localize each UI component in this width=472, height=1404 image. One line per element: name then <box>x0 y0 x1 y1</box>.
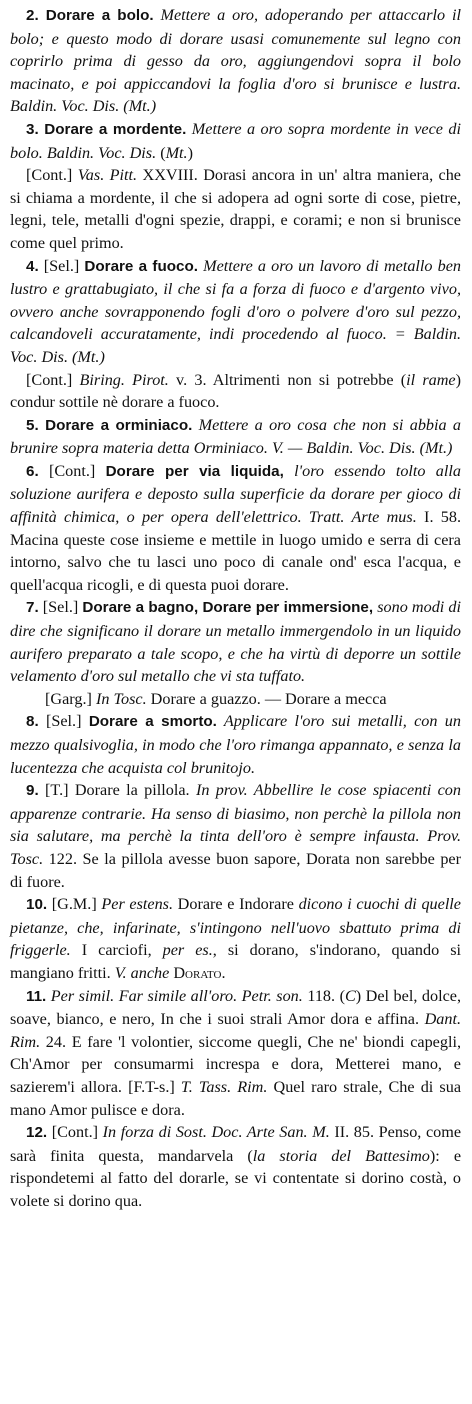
entry-heading: 12. <box>26 1124 48 1142</box>
entry-text: ( <box>156 143 166 162</box>
entry-text: ) condur sottile nè dorare a fuoco. <box>10 370 462 412</box>
entry-heading: 5. Dorare a orminiaco. <box>26 416 193 434</box>
italic-text: Mettere a oro cosa che non si abbia a brunire sopra materia detta Orminiaco. V. — Baldin. Voc. Dis. (Mt.) <box>10 415 461 458</box>
dictionary-entry <box>10 688 461 711</box>
italic-text: Mettere a oro sopra mordente in vece di bolo. Baldin. Voc. Dis. <box>10 119 461 162</box>
italic-text: l'oro essendo tolto alla soluzione aurifera e deposto sulla superficie da dorare per gioco di affinità chimica, o per opera dell'elettrico. Tratt. Arte mus. <box>10 461 461 527</box>
entry-heading: Dorare a fuoco. <box>84 257 198 275</box>
entry-text: 118. ( <box>302 986 345 1005</box>
entry-text: Dorare e Indorare <box>173 895 299 914</box>
entry-text: [Cont.] <box>26 166 78 185</box>
entry-heading: 3. Dorare a mordente. <box>26 120 187 138</box>
entry-text: [Cont.] <box>26 370 80 389</box>
italic-text: In Tosc. <box>95 689 147 708</box>
entry-text: 24. E fare 'l volontier, siccome quegli, Che ne' biondi capegli, Ch'Amor per consumarmi increspa e dora, Metterei mano, e sazierem'i allora. [F.T-s.] <box>10 1032 461 1096</box>
entry-heading: 9. <box>26 782 39 800</box>
entry-text: Quel raro strale, Che di sua mano Amor pulisce e dora. <box>10 1077 462 1119</box>
entry-heading: 2. Dorare a bolo. <box>26 7 154 24</box>
dictionary-entry <box>10 414 461 460</box>
dictionary-entry <box>10 1121 461 1212</box>
entry-text: I carciofi, <box>70 941 163 960</box>
italic-text: per es. <box>162 941 213 960</box>
entry-text: [T.] Dorare la pillola. <box>38 781 196 800</box>
italic-text: Dant. Rim. <box>10 1010 461 1051</box>
entry-text: I. 58. Macina queste cose insieme e mettile in luogo umido e serra di cera intorno, salvo che tu lasci uno poco di canale ond' esca l'acqua, e quell'acqua ricogli, e di questa puoi dorare. <box>10 508 462 594</box>
italic-text: Mettere a oro, adoperando per attaccarlo il bolo; e questo modo di dorare usasi comunemente sul legno con coprirlo prima di gesso da oro, aggiungendovi sopra il bolo macinato, e poi appiccandovi la foglia d'oro si brunisce e lustra. Baldin. Voc. Dis. (Mt.) <box>10 6 461 116</box>
italic-text: sono modi di dire che significano il dorare un metallo immergendolo in un liquido aurifero preparato a tale scopo, e che ha virtù di deporre un sottile velamento d'oro sul metallo che vi sta tuffato. <box>10 598 461 686</box>
entry-text: v. 3. Altrimenti non si potrebbe ( <box>168 370 407 389</box>
entry-text: ) <box>187 143 193 162</box>
entry-text: [G.M.] <box>47 895 102 914</box>
dictionary-entry <box>10 893 461 984</box>
italic-text: Vas. Pitt. <box>77 166 138 185</box>
entry-heading: 11. <box>26 987 47 1005</box>
dictionary-entry <box>10 118 461 164</box>
entry-text: [Sel.] <box>38 712 89 731</box>
italic-text: Mt. <box>165 143 188 162</box>
entry-text: [Garg.] <box>45 689 96 708</box>
entry-text: ) Del bel, dolce, soave, bianco, e nero, In che i suoi strali Amor dora e affina. <box>10 986 461 1029</box>
italic-text: In forza di Sost. Doc. Arte San. M. <box>102 1123 330 1142</box>
italic-text: Mettere a oro un lavoro di metallo ben lustro e grattabugiato, il che si fa a forza di fuoco e d'argento vivo, ovvero anche sovrapponendo fogli d'oro o polvere d'oro sul pezzo, calcandoveli accuratamente, indi procedendo al fuoco. = Baldin. Voc. Dis. (Mt.) <box>10 256 461 366</box>
italic-text: dicono i cuochi di quelle pietanze, che, infarinate, s'intingono nell'uovo sbattuto prima di friggerle. <box>10 895 461 960</box>
entry-heading: 10. <box>26 896 48 914</box>
entry-heading: Dorare a smorto. <box>88 713 217 731</box>
entry-text: 122. Se la pillola avesse buon sapore, Dorata non sarebbe per di fuore. <box>10 849 461 891</box>
entry-heading: 8. <box>26 713 39 731</box>
entry-text: . <box>221 963 226 982</box>
italic-text: Applicare l'oro sui metalli, con un mezzo qualsivoglia, in modo che l'oro rimanga appannato, e senza la lucentezza che acquista col brunitojo. <box>10 712 461 777</box>
italic-text: T. Tass. Rim. <box>180 1077 268 1096</box>
entry-text: Dorare a guazzo. — Dorare a mecca <box>146 689 387 708</box>
italic-text: Per simil. Far simile all'oro. Petr. son. <box>46 986 303 1005</box>
entry-text: [Cont.] <box>38 461 106 480</box>
dictionary-entry <box>10 596 461 687</box>
entry-text: [Sel.] <box>38 256 85 275</box>
italic-text: C <box>344 986 356 1005</box>
entry-heading: Dorare a bagno, Dorare per immersione, <box>82 599 374 617</box>
dictionary-entry <box>10 779 461 893</box>
entry-text: , si dorano, s'indorano, quando si mangiano fritti. <box>10 941 461 982</box>
dictionary-entry <box>10 164 461 254</box>
entry-heading: 7. <box>26 599 39 617</box>
entry-text: [Cont.] <box>47 1123 103 1142</box>
entry-heading: 6. <box>26 462 39 480</box>
entry-text: Dorato <box>173 963 222 982</box>
entry-text: ): e rispondetemi al fatto del dorarle, se vi contentate si dorino costà, o volete si dorino qua. <box>10 1146 462 1210</box>
italic-text: V. anche <box>114 963 170 982</box>
entry-heading: Dorare per via liquida, <box>105 462 284 480</box>
italic-text: la storia del Battesimo <box>252 1146 430 1165</box>
dictionary-entry <box>10 255 461 369</box>
entry-text: II. 85. Penso, come sarà finita questa, mandarvela ( <box>10 1123 462 1165</box>
dictionary-entry <box>10 369 461 414</box>
italic-text: Per estens. <box>101 895 174 914</box>
entry-text: XXVIII. Dorasi ancora in un' altra maniera, che si chiama a mordente, il che si adopera ad ogni sorte di cose, pietre, legni, tele, metalli d'ogni spezie, drappi, e corami; e non si brunisce come quel primo. <box>10 166 461 252</box>
dictionary-entry <box>10 985 461 1122</box>
italic-text: Biring. Pirot. <box>79 370 169 389</box>
dictionary-entry <box>10 460 461 597</box>
italic-text: In prov. Abbellire le cose spiacenti con apparenze contrarie. Ha senso di biasimo, non perchè la pillola non sia salutare, ma perchè la tinta dell'oro è sempre infausta. Prov. Tosc. <box>10 781 461 868</box>
entry-text: [Sel.] <box>38 598 83 617</box>
entry-heading: 4. <box>26 257 39 275</box>
italic-text: il rame <box>406 370 456 389</box>
dictionary-entry <box>10 4 461 118</box>
dictionary-entry <box>10 710 461 779</box>
